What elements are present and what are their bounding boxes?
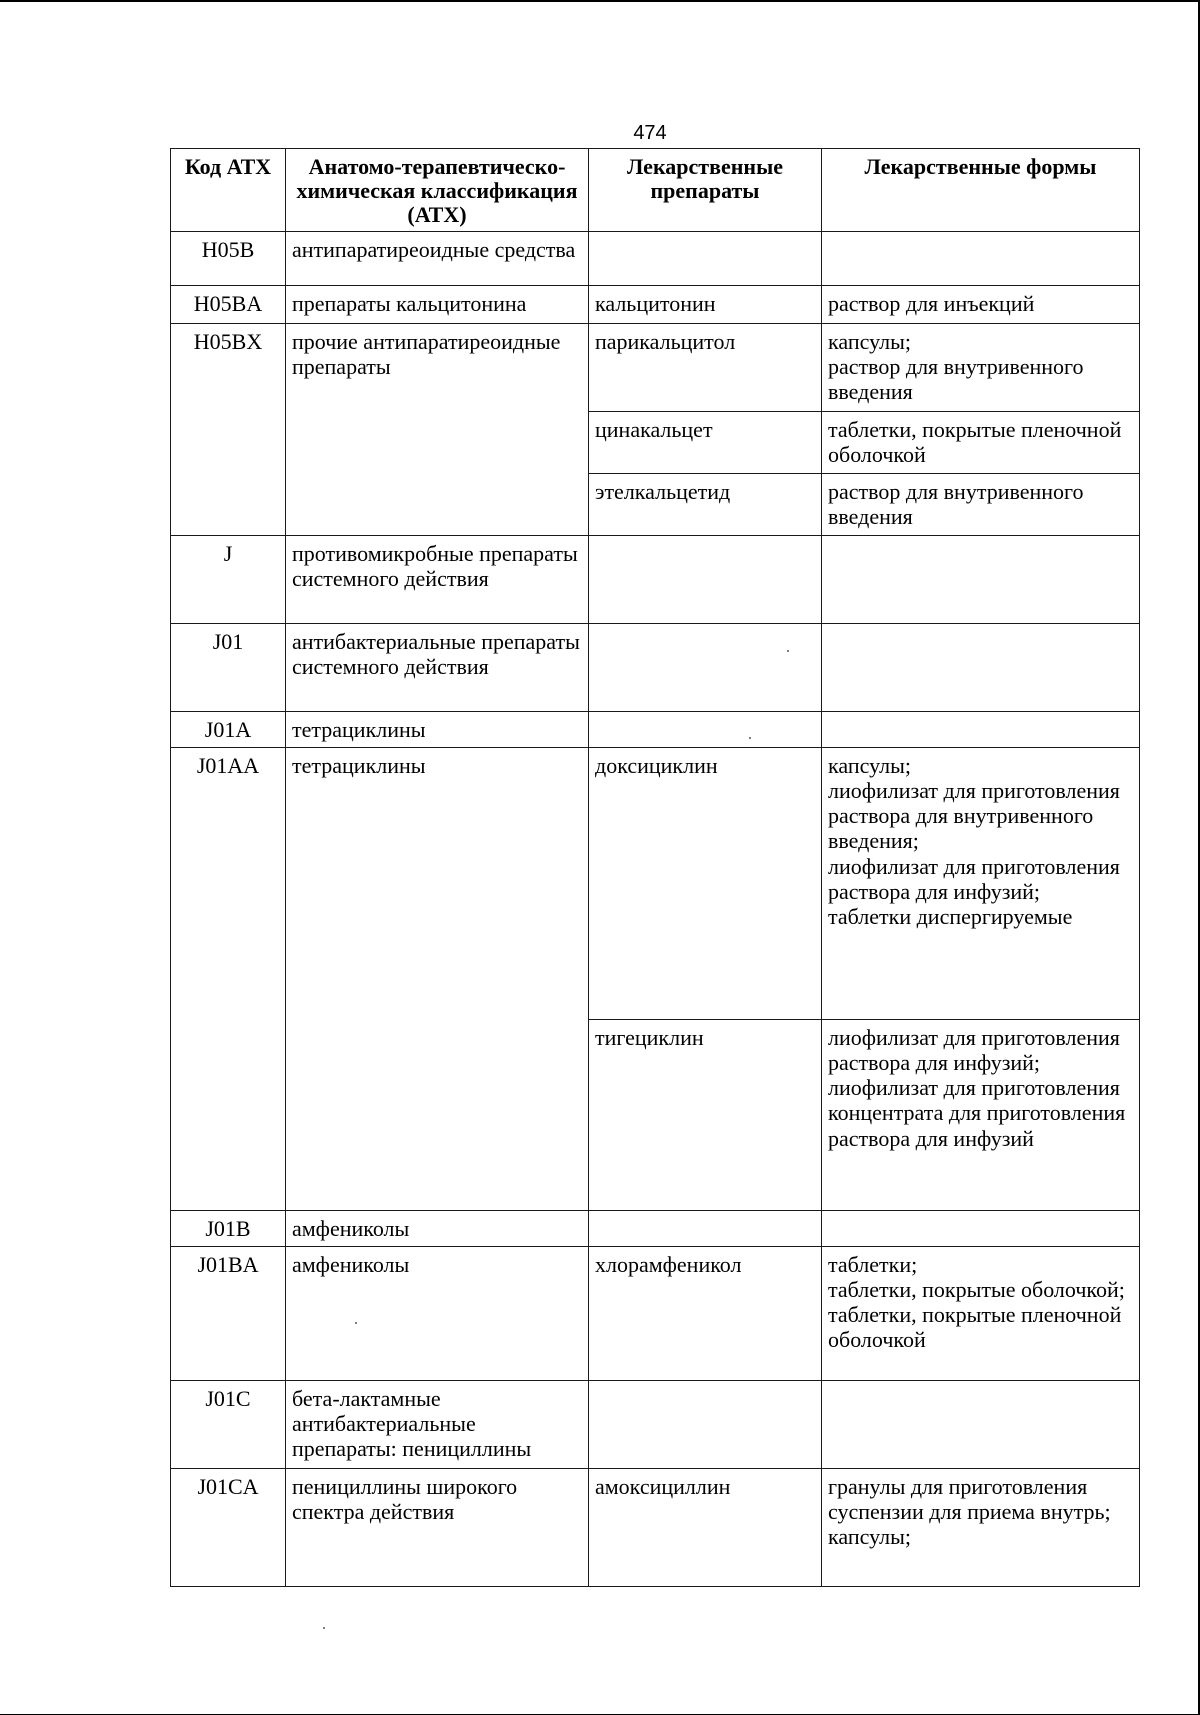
dosage-forms-cell [822,747,1140,1019]
dosage-form-line: капсулы; [828,328,911,354]
drug-name-cell: амоксициллин [589,1468,822,1586]
dosage-form-line: таблетки, покрытые пленочной оболочкой [828,1302,1122,1353]
dosage-forms-cell [822,623,1140,711]
table-header-row [171,149,1140,232]
dosage-form-line: раствор для внутривенного введения [828,353,1084,405]
dosage-forms-cell [822,411,1140,473]
table-row [171,747,1140,1019]
page-number: 474 [633,122,667,144]
dosage-form-line: капсулы; [828,1524,911,1550]
dosage-forms-cell [822,231,1140,285]
atc-code-cell: J [171,535,286,623]
table-row [171,1468,1140,1586]
drug-name-cell: парикальцитол [589,323,822,411]
atc-classification-cell: антипаратиреоидные средства [286,231,589,285]
dosage-forms-cell [822,323,1140,411]
drug-name-cell: тигециклин [589,1019,822,1210]
dosage-form-line: лиофилизат для приготовления раствора для внутривенного введения; [828,777,1120,854]
dosage-forms-cell [822,711,1140,747]
table-row [171,1380,1140,1468]
drug-name-cell: хлорамфеникол [589,1246,822,1380]
dosage-form-line: лиофилизат для приготовления концентрата для приготовления раствора для инфузий [828,1075,1126,1151]
dosage-form-line: таблетки диспергируемые [828,904,1073,930]
header-atc-classification: Анатомо-терапевтическо-химическая классификация (АТХ) [286,149,589,232]
atc-classification-cell: пенициллины широкого спектра действия [286,1468,589,1586]
atc-code-cell: J01CA [171,1468,286,1586]
table-row [171,323,1140,411]
drug-name-cell [589,711,822,747]
drug-name-cell [589,535,822,623]
atc-code-cell: J01B [171,1210,286,1246]
dosage-forms-cell [822,1019,1140,1210]
atc-code-cell: J01A [171,711,286,747]
scan-speck [323,1627,325,1629]
atc-classification-cell: антибактериальные препараты системного действия [286,623,589,711]
dosage-form-line: раствор для внутривенного введения [828,478,1084,529]
scan-border-top [0,0,1200,2]
atc-code-cell: H05BA [171,285,286,323]
scan-speck [749,737,751,739]
atc-classification-cell: препараты кальцитонина [286,285,589,323]
drug-name-cell: кальцитонин [589,285,822,323]
scan-speck [355,1322,357,1324]
table-row [171,1246,1140,1380]
atc-code-cell: H05B [171,231,286,285]
dosage-forms-cell [822,473,1140,535]
dosage-form-line: гранулы для приготовления суспензии для приема внутрь; [828,1473,1111,1524]
atc-classification-cell: бета-лактамные антибактериальные препараты: пенициллины [286,1380,589,1468]
atc-code-cell: J01 [171,623,286,711]
table-row [171,231,1140,285]
header-dosage-forms: Лекарственные формы [822,149,1140,232]
drug-name-cell [589,1380,822,1468]
table-row [171,535,1140,623]
dosage-forms-cell [822,1380,1140,1468]
dosage-forms-cell [822,535,1140,623]
table-row [171,711,1140,747]
dosage-form-line: лиофилизат для приготовления раствора для инфузий; [828,1024,1120,1075]
header-atc-code: Код АТХ [171,149,286,232]
drug-name-cell: этелкальцетид [589,473,822,535]
table-body [171,231,1140,1586]
scan-speck [787,650,789,652]
atc-code-cell: J01AA [171,747,286,1210]
drug-name-cell [589,1210,822,1246]
dosage-form-line: капсулы; [828,752,911,778]
atc-classification-cell: прочие антипаратиреоидные препараты [286,323,589,535]
atc-classification-cell: тетрациклины [286,711,589,747]
atc-classification-cell: тетрациклины [286,747,589,1210]
atc-code-cell: H05BX [171,323,286,535]
table-row [171,285,1140,323]
atc-classification-cell: амфениколы [286,1246,589,1380]
dosage-form-line: таблетки, покрытые пленочной оболочкой [828,416,1122,467]
drug-name-cell: доксициклин [589,747,822,1019]
table-row [171,1210,1140,1246]
atc-drug-table [170,148,1140,1587]
drug-name-cell [589,231,822,285]
dosage-form-line: таблетки; [828,1251,918,1277]
dosage-form-line: лиофилизат для приготовления раствора для инфузий; [828,853,1120,905]
atc-code-cell: J01C [171,1380,286,1468]
dosage-forms-cell [822,1210,1140,1246]
drug-name-cell [589,623,822,711]
dosage-forms-cell [822,1468,1140,1586]
table-row [171,623,1140,711]
dosage-forms-cell [822,285,1140,323]
drug-name-cell: цинакальцет [589,411,822,473]
atc-classification-cell: амфениколы [286,1210,589,1246]
header-drugs: Лекарственные препараты [589,149,822,232]
dosage-form-line: раствор для инъекций [828,290,1035,316]
atc-classification-cell: противомикробные препараты системного действия [286,535,589,623]
dosage-forms-cell [822,1246,1140,1380]
dosage-form-line: таблетки, покрытые оболочкой; [828,1276,1125,1302]
atc-code-cell: J01BA [171,1246,286,1380]
